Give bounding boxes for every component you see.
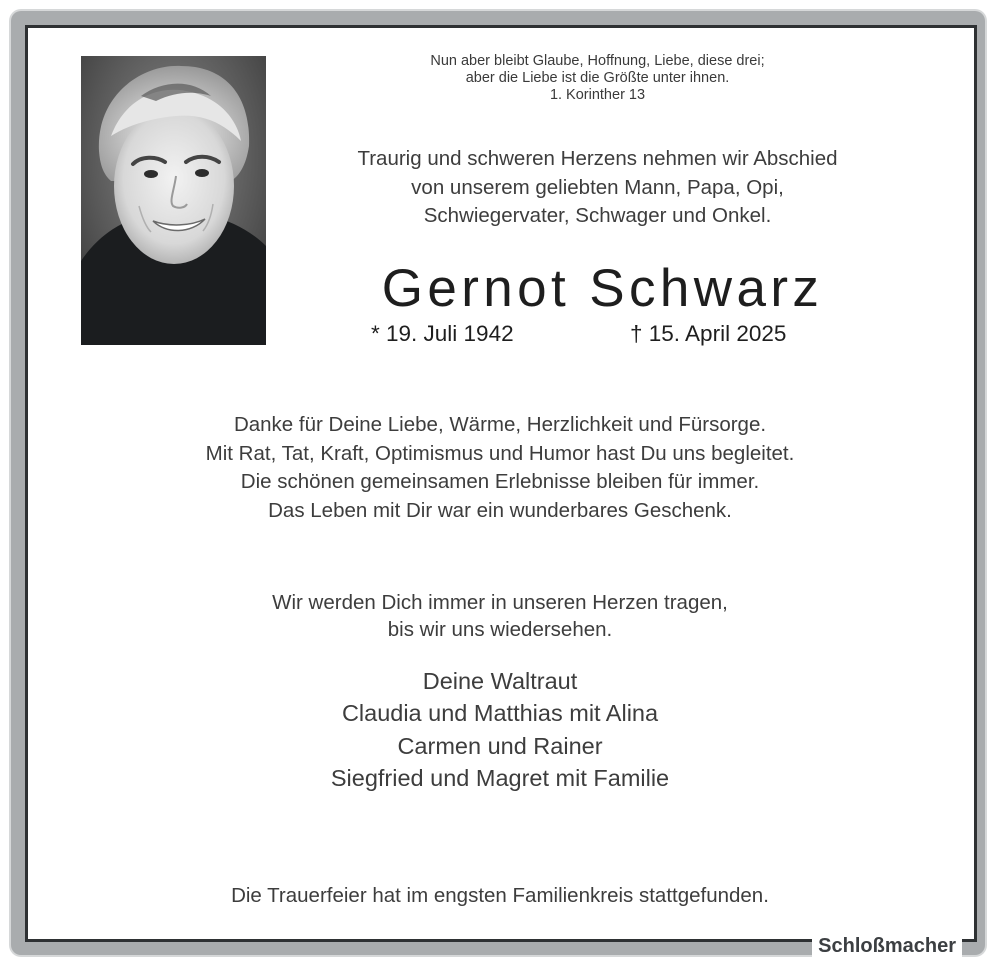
thanks-line: Das Leben mit Dir war ein wunderbares Geschenk. [268, 499, 732, 523]
mourner-entry: Siegfried und Magret mit Familie [330, 764, 670, 791]
thanks-line: Mit Rat, Tat, Kraft, Optimismus und Humor hast Du uns begleitet. [205, 441, 795, 465]
thanks-line: Die schönen gemeinsamen Erlebnisse bleiben für immer. [240, 470, 760, 494]
birth-date: * 19. Juli 1942 [371, 321, 514, 346]
publisher-brand: Schloßmacher [812, 933, 962, 959]
intro-line: von unserem geliebten Mann, Papa, Opi, [411, 175, 784, 199]
bible-verse [300, 53, 895, 104]
mourners-list [100, 665, 900, 794]
verse-reference: 1. Korinther 13 [549, 87, 646, 103]
verse-line: Nun aber bleibt Glaube, Hoffnung, Liebe, diese drei; [430, 53, 765, 69]
farewell-line: bis wir uns wiedersehen. [387, 618, 613, 641]
mourner-entry: Claudia und Matthias mit Alina [341, 700, 659, 727]
farewell-line: Wir werden Dich immer in unseren Herzen tragen, [272, 591, 728, 614]
verse-line: aber die Liebe ist die Größte unter ihnen. [465, 70, 730, 86]
mourner-entry: Carmen und Rainer [397, 732, 603, 759]
deceased-name: Gernot Schwarz [381, 259, 824, 318]
farewell-text [100, 589, 900, 643]
thanks-text [100, 411, 900, 526]
intro-text [300, 145, 895, 231]
funeral-note: Die Trauerfeier hat im engsten Familienkreis stattgefunden. [231, 884, 769, 907]
intro-line: Traurig und schweren Herzens nehmen wir Abschied [357, 147, 838, 170]
intro-line: Schwiegervater, Schwager und Onkel. [423, 204, 772, 227]
mourner-entry: Deine Waltraut [422, 668, 578, 694]
portrait-image [81, 56, 266, 345]
thanks-line: Danke für Deine Liebe, Wärme, Herzlichkeit und Fürsorge. [233, 413, 767, 436]
death-date: † 15. April 2025 [630, 321, 787, 346]
deceased-photo [81, 56, 266, 345]
